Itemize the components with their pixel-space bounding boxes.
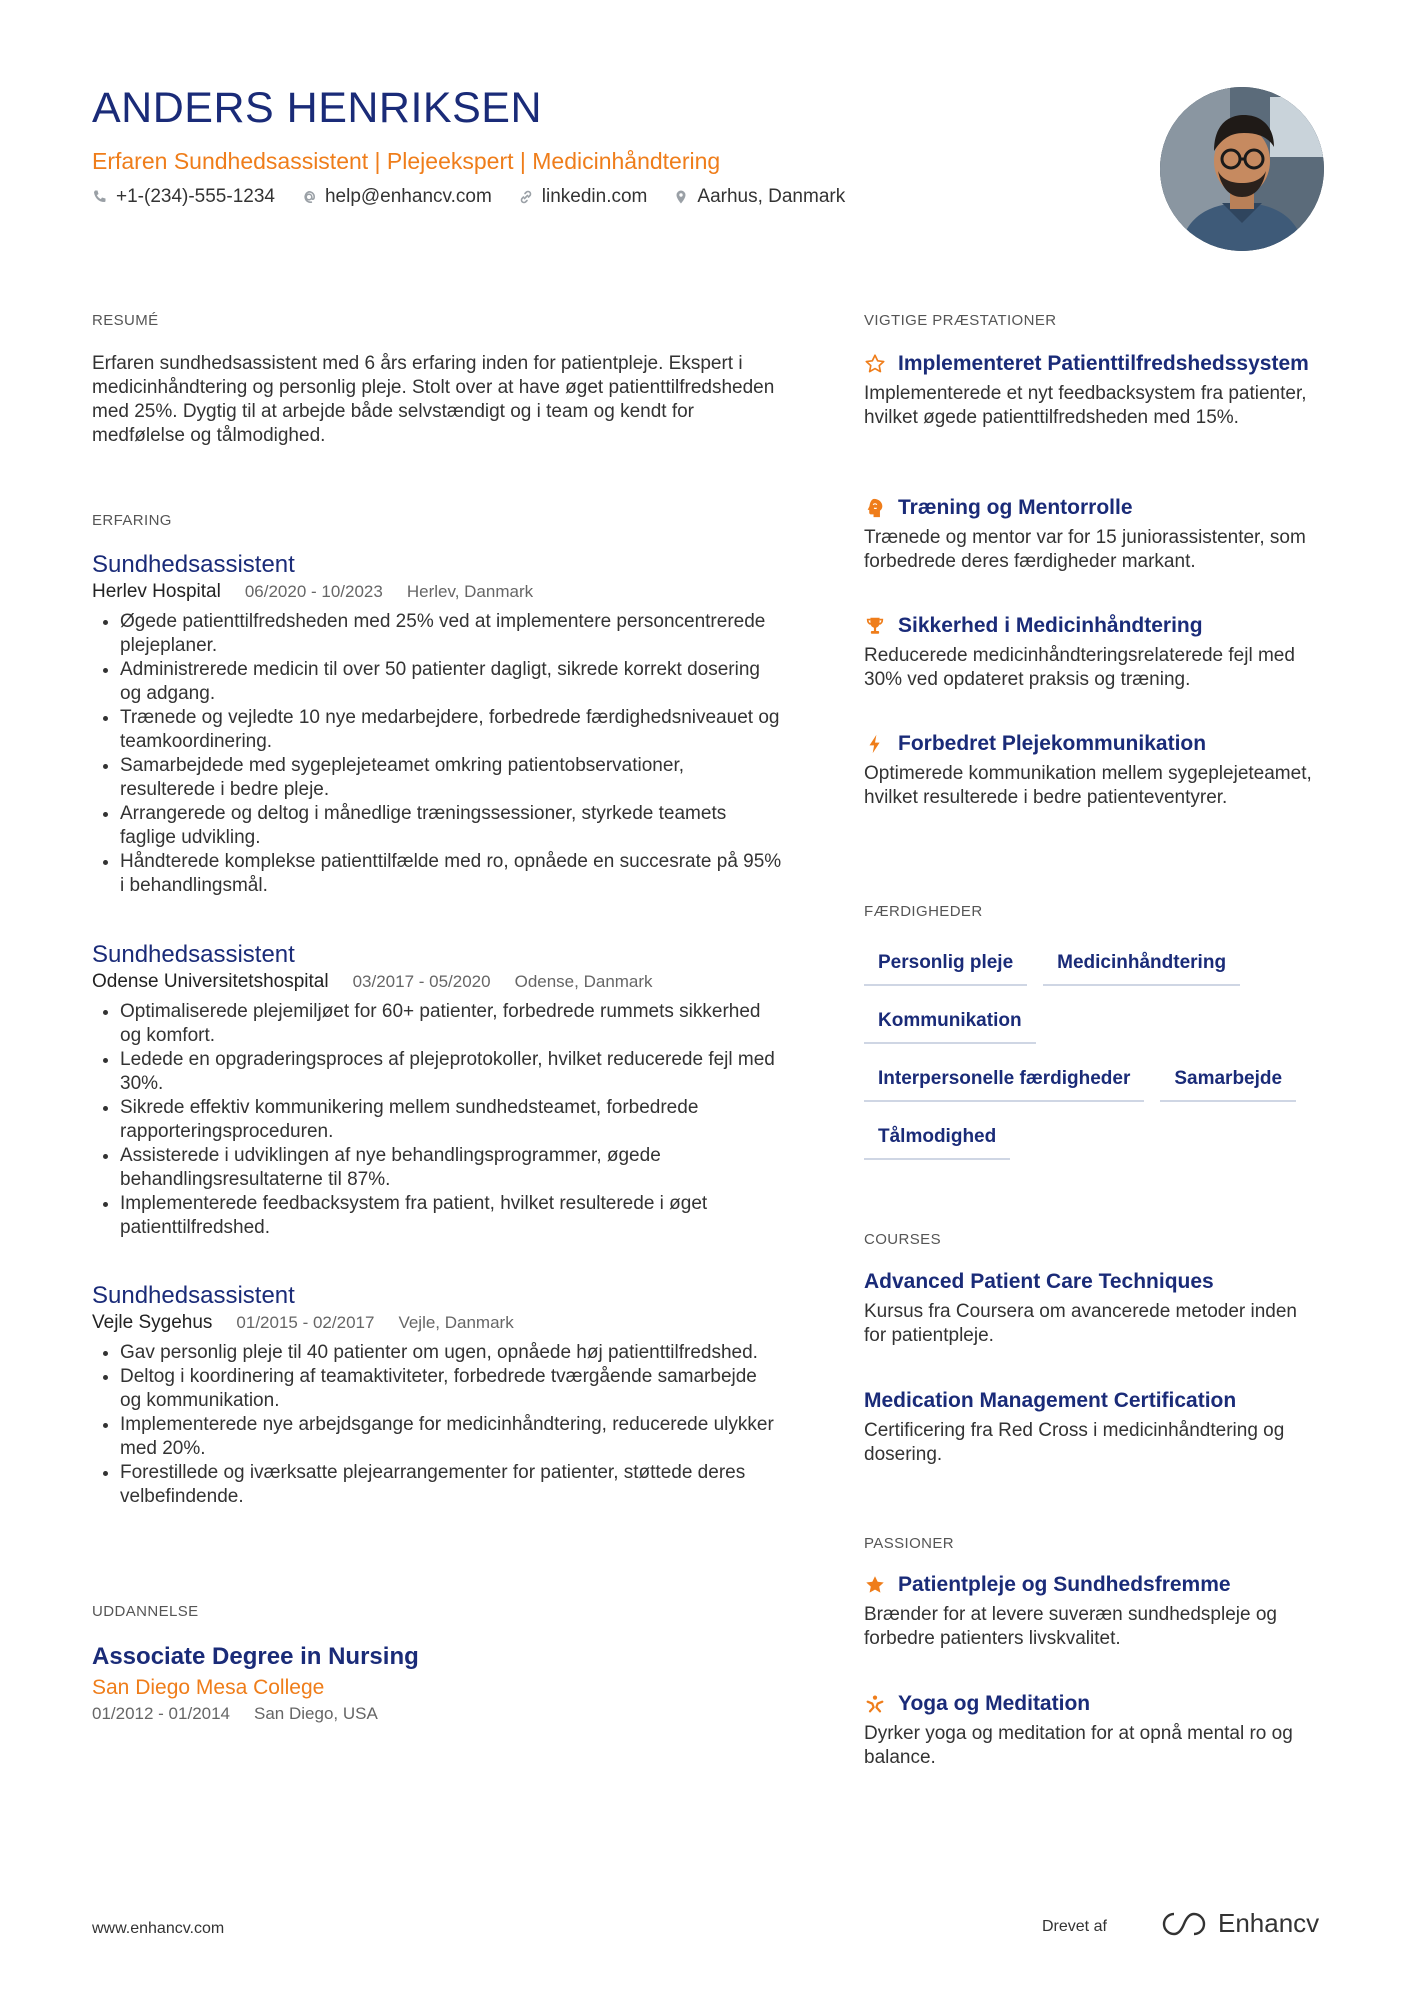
skills-heading: FÆRDIGHEDER <box>864 903 983 920</box>
education-entry <box>92 1642 782 1726</box>
school-name: San Diego Mesa College <box>92 1676 325 1699</box>
achievement-title <box>864 494 1324 522</box>
job-company: Herlev Hospital <box>92 581 221 602</box>
location-text: Aarhus, Danmark <box>697 186 846 207</box>
skill-tag: Samarbejde <box>1160 1060 1296 1102</box>
job-dates: 06/2020 - 10/2023 <box>244 582 383 601</box>
contact-location <box>673 186 845 208</box>
skill-tag: Personlig pleje <box>864 944 1027 986</box>
degree-title: Associate Degree in Nursing <box>92 1643 419 1670</box>
passion-item <box>864 1571 1324 1651</box>
job-company: Vejle Sygehus <box>92 1312 213 1333</box>
job-bullet: • Assisterede i udviklingen af nye behandlingsprogrammer, øgede behandlingsresultaterne til 87%. <box>120 1144 782 1192</box>
job-bullets <box>92 1341 782 1509</box>
email-text: help@enhancv.com <box>324 186 492 207</box>
achievement-item <box>864 612 1324 692</box>
course-item <box>864 1268 1324 1348</box>
achievement-desc: Reducerede medicinhåndteringsrelaterede fejl med 30% ved opdateret praksis og træning. <box>864 645 1295 690</box>
passion-desc: Brænder for at levere suveræn sundhedspleje og forbedre patienters livskvalitet. <box>864 1604 1277 1649</box>
contact-bar <box>92 186 845 208</box>
job-title: Sundhedsassistent <box>92 941 295 968</box>
passion-title-text: Yoga og Meditation <box>898 1692 1091 1715</box>
contact-linkedin[interactable] <box>518 186 648 208</box>
job-bullet: • Gav personlig pleje til 40 patienter om ugen, opnåede høj patienttilfredshed. <box>120 1341 782 1365</box>
skill-tag: Tålmodighed <box>864 1118 1010 1160</box>
experience-heading: ERFARING <box>92 512 172 529</box>
enhancv-logo-text: Enhancv <box>1218 1908 1320 1938</box>
achievement-title <box>864 350 1324 378</box>
courses-heading: COURSES <box>864 1231 941 1248</box>
achievement-desc: Optimerede kommunikation mellem sygeplejeteamet, hvilket resulterede i bedre patienteventyrer. <box>864 763 1312 808</box>
location-pin-icon <box>673 189 689 205</box>
achievement-item <box>864 494 1324 574</box>
footer-powered-by: Drevet af <box>1042 1918 1107 1935</box>
job-location: Odense, Danmark <box>514 972 653 991</box>
profile-portrait <box>1160 87 1324 251</box>
skill-tag: Kommunikation <box>864 1002 1036 1044</box>
passion-desc: Dyrker yoga og meditation for at opnå mental ro og balance. <box>864 1723 1293 1768</box>
education-heading: UDDANNELSE <box>92 1603 199 1620</box>
job-bullet: • Øgede patienttilfredsheden med 25% ved at implementere personcentrerede plejeplaner. <box>120 610 782 658</box>
job-bullet: • Implementerede nye arbejdsgange for medicinhåndtering, reducerede ulykker med 20%. <box>120 1413 782 1461</box>
linkedin-text: linkedin.com <box>541 186 648 207</box>
achievement-desc: Implementerede et nyt feedbacksystem fra patienter, hvilket øgede patienttilfredsheden med 15%. <box>864 383 1307 428</box>
enhancv-logo[interactable] <box>1160 1908 1319 1939</box>
job-bullet: • Trænede og vejledte 10 nye medarbejdere, forbedrede færdighedsniveauet og teamkoordinering. <box>120 706 782 754</box>
footer-url[interactable]: www.enhancv.com <box>92 1920 225 1937</box>
course-title: Medication Management Certification <box>864 1389 1237 1412</box>
passion-title <box>864 1571 1324 1599</box>
job-title: Sundhedsassistent <box>92 1282 295 1309</box>
job-bullet: • Arrangerede og deltog i månedlige træningssessioner, styrkede teamets faglige udvikling. <box>120 802 782 850</box>
job-bullet: • Ledede en opgraderingsproces af plejeprotokoller, hvilket reducerede fejl med 30%. <box>120 1048 782 1096</box>
job-bullet: • Implementerede feedbacksystem fra patient, hvilket resulterede i øget patienttilfredshed. <box>120 1192 782 1240</box>
profile-photo <box>1160 87 1324 251</box>
phone-text: +1-(234)-555-1234 <box>116 186 275 207</box>
job-location: Vejle, Danmark <box>398 1313 514 1332</box>
job-meta <box>92 970 782 994</box>
job-bullet: • Samarbejdede med sygeplejeteamet omkring patientobservationer, resulterede i bedre pleje. <box>120 754 782 802</box>
passions-heading: PASSIONER <box>864 1535 955 1552</box>
job-bullet: • Sikrede effektiv kommunikering mellem sundhedsteamet, forbedrede rapporteringsproceduren. <box>120 1096 782 1144</box>
candidate-headline: Erfaren Sundhedsassistent | Plejeekspert | Medicinhåndtering <box>92 148 721 174</box>
education-location: San Diego, USA <box>254 1704 378 1723</box>
contact-email[interactable] <box>301 186 492 208</box>
passion-title-text: Patientpleje og Sundhedsfremme <box>898 1573 1231 1596</box>
contact-phone[interactable] <box>92 186 275 208</box>
education-dates: 01/2012 - 01/2014 <box>92 1704 231 1723</box>
skills-list <box>864 944 1324 1176</box>
job-bullet: • Håndterede komplekse patienttilfælde med ro, opnåede en succesrate på 95% i behandlingsmål. <box>120 850 782 898</box>
job-entry <box>92 940 782 1240</box>
job-company: Odense Universitetshospital <box>92 971 329 992</box>
achievement-title <box>864 612 1324 640</box>
achievement-title-text: Forbedret Plejekommunikation <box>898 732 1207 755</box>
candidate-name: ANDERS HENRIKSEN <box>92 84 543 132</box>
education-meta <box>92 1702 782 1726</box>
yoga-icon <box>864 1693 886 1715</box>
job-bullet: • Optimaliserede plejemiljøet for 60+ patienter, forbedrede rummets sikkerhed og komfort. <box>120 1000 782 1048</box>
passion-item <box>864 1690 1324 1770</box>
course-item <box>864 1387 1324 1467</box>
achievement-title-text: Træning og Mentorrolle <box>898 496 1133 519</box>
phone-icon <box>92 189 108 205</box>
link-icon <box>518 189 534 205</box>
achievement-title <box>864 730 1324 758</box>
achievement-title-text: Sikkerhed i Medicinhåndtering <box>898 614 1203 637</box>
summary-section <box>92 352 782 448</box>
job-title: Sundhedsassistent <box>92 551 295 578</box>
job-entry <box>92 550 782 898</box>
job-meta <box>92 1311 782 1335</box>
achievement-item <box>864 350 1324 430</box>
course-desc: Certificering fra Red Cross i medicinhåndtering og dosering. <box>864 1420 1285 1465</box>
star-outline-icon <box>864 353 886 375</box>
trophy-icon <box>864 615 886 637</box>
job-bullets <box>92 610 782 898</box>
job-bullet: • Forestillede og iværksatte plejearrangementer for patienter, støttede deres velbefindende. <box>120 1461 782 1509</box>
job-dates: 03/2017 - 05/2020 <box>352 972 491 991</box>
at-icon <box>301 189 317 205</box>
job-entry <box>92 1281 782 1509</box>
achievement-title-text: Implementeret Patienttilfredshedssystem <box>898 352 1309 375</box>
job-dates: 01/2015 - 02/2017 <box>236 1313 375 1332</box>
skill-tag: Interpersonelle færdigheder <box>864 1060 1144 1102</box>
course-desc: Kursus fra Coursera om avancerede metoder inden for patientpleje. <box>864 1301 1298 1346</box>
summary-text: Erfaren sundhedsassistent med 6 års erfaring inden for patientpleje. Ekspert i medicinhåndtering og personlig pleje. Stolt over at have øget patienttilfredsheden med 25%. Dygtig til at arbejde både selvstændigt og i team og kendt for medfølelse og tålmodighed. <box>92 353 775 446</box>
passion-title <box>864 1690 1324 1718</box>
job-bullets <box>92 1000 782 1240</box>
job-location: Herlev, Danmark <box>406 582 534 601</box>
enhancv-logo-icon <box>1160 1911 1208 1937</box>
achievement-item <box>864 730 1324 810</box>
summary-heading: RESUMÉ <box>92 312 159 329</box>
job-bullet: • Deltog i koordinering af teamaktiviteter, forbedrede tværgående samarbejde og kommunikation. <box>120 1365 782 1413</box>
skill-tag: Medicinhåndtering <box>1043 944 1240 986</box>
job-meta <box>92 580 782 604</box>
lightning-icon <box>864 733 886 755</box>
course-title: Advanced Patient Care Techniques <box>864 1270 1214 1293</box>
achievements-heading: VIGTIGE PRÆSTATIONER <box>864 312 1057 329</box>
star-filled-icon <box>864 1574 886 1596</box>
job-bullet: • Administrerede medicin til over 50 patienter dagligt, sikrede korrekt dosering og adgang. <box>120 658 782 706</box>
head-brain-icon <box>864 497 886 519</box>
achievement-desc: Trænede og mentor var for 15 juniorassistenter, som forbedrede deres færdigheder markant. <box>864 527 1306 572</box>
